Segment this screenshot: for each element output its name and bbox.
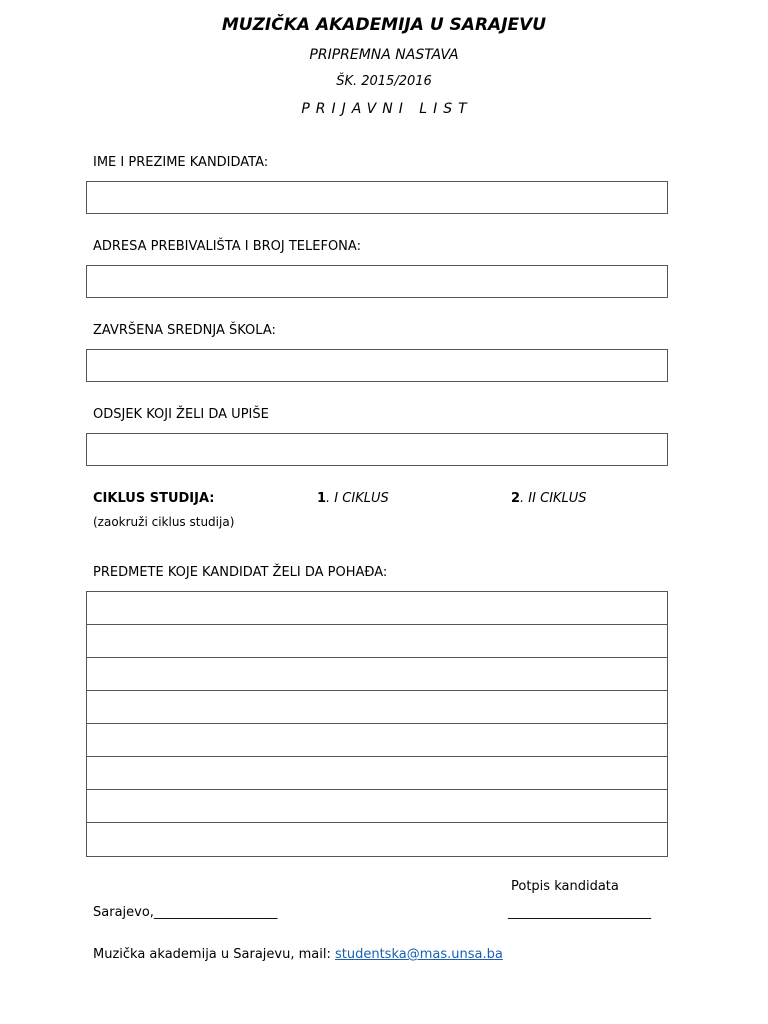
- subject-row[interactable]: [87, 658, 667, 691]
- cycle-label: CIKLUS STUDIJA:: [93, 491, 215, 506]
- signature-label: Potpis kandidata: [511, 879, 619, 894]
- signature-line: ______________________: [508, 905, 651, 920]
- school-field[interactable]: [86, 349, 668, 382]
- email-link[interactable]: studentska@mas.unsa.ba: [334, 947, 503, 962]
- address-field[interactable]: [86, 265, 668, 298]
- name-field[interactable]: [86, 181, 668, 214]
- cycle-option-1-text: . I CIKLUS: [326, 491, 389, 506]
- subject-row[interactable]: [87, 625, 667, 658]
- address-label: ADRESA PREBIVALIŠTA I BROJ TELEFONA:: [93, 239, 361, 254]
- subjects-label: PREDMETE KOJE KANDIDAT ŽELI DA POHAĐA:: [93, 565, 388, 580]
- subjects-table: [86, 591, 668, 857]
- form-name: PRIJAVNI LIST: [301, 101, 473, 117]
- school-year: ŠK. 2015/2016: [336, 74, 432, 89]
- subject-row[interactable]: [87, 757, 667, 790]
- cycle-option-2-number: 2: [511, 491, 521, 506]
- cycle-option-2-text: . II CIKLUS: [520, 491, 587, 506]
- contact-line: [93, 947, 503, 962]
- department-field[interactable]: [86, 433, 668, 466]
- subject-row[interactable]: [87, 823, 667, 856]
- subject-row[interactable]: [87, 724, 667, 757]
- subject-row[interactable]: [87, 592, 667, 625]
- contact-text: Muzička akademija u Sarajevu, mail:: [93, 947, 335, 962]
- school-label: ZAVRŠENA SREDNJA ŠKOLA:: [93, 323, 276, 338]
- place-date-line: Sarajevo,___________________: [93, 905, 278, 920]
- name-label: IME I PREZIME KANDIDATA:: [93, 155, 269, 170]
- subject-row[interactable]: [87, 691, 667, 724]
- cycle-option-1[interactable]: [317, 491, 389, 506]
- cycle-option-2[interactable]: [511, 491, 587, 506]
- subject-row[interactable]: [87, 790, 667, 823]
- department-label: ODSJEK KOJI ŽELI DA UPIŠE: [93, 407, 269, 422]
- document-subtitle: PRIPREMNA NASTAVA: [309, 47, 459, 63]
- document-title: MUZIČKA AKADEMIJA U SARAJEVU: [221, 15, 547, 35]
- cycle-hint: (zaokruži ciklus studija): [93, 515, 235, 529]
- cycle-option-1-number: 1: [317, 491, 327, 506]
